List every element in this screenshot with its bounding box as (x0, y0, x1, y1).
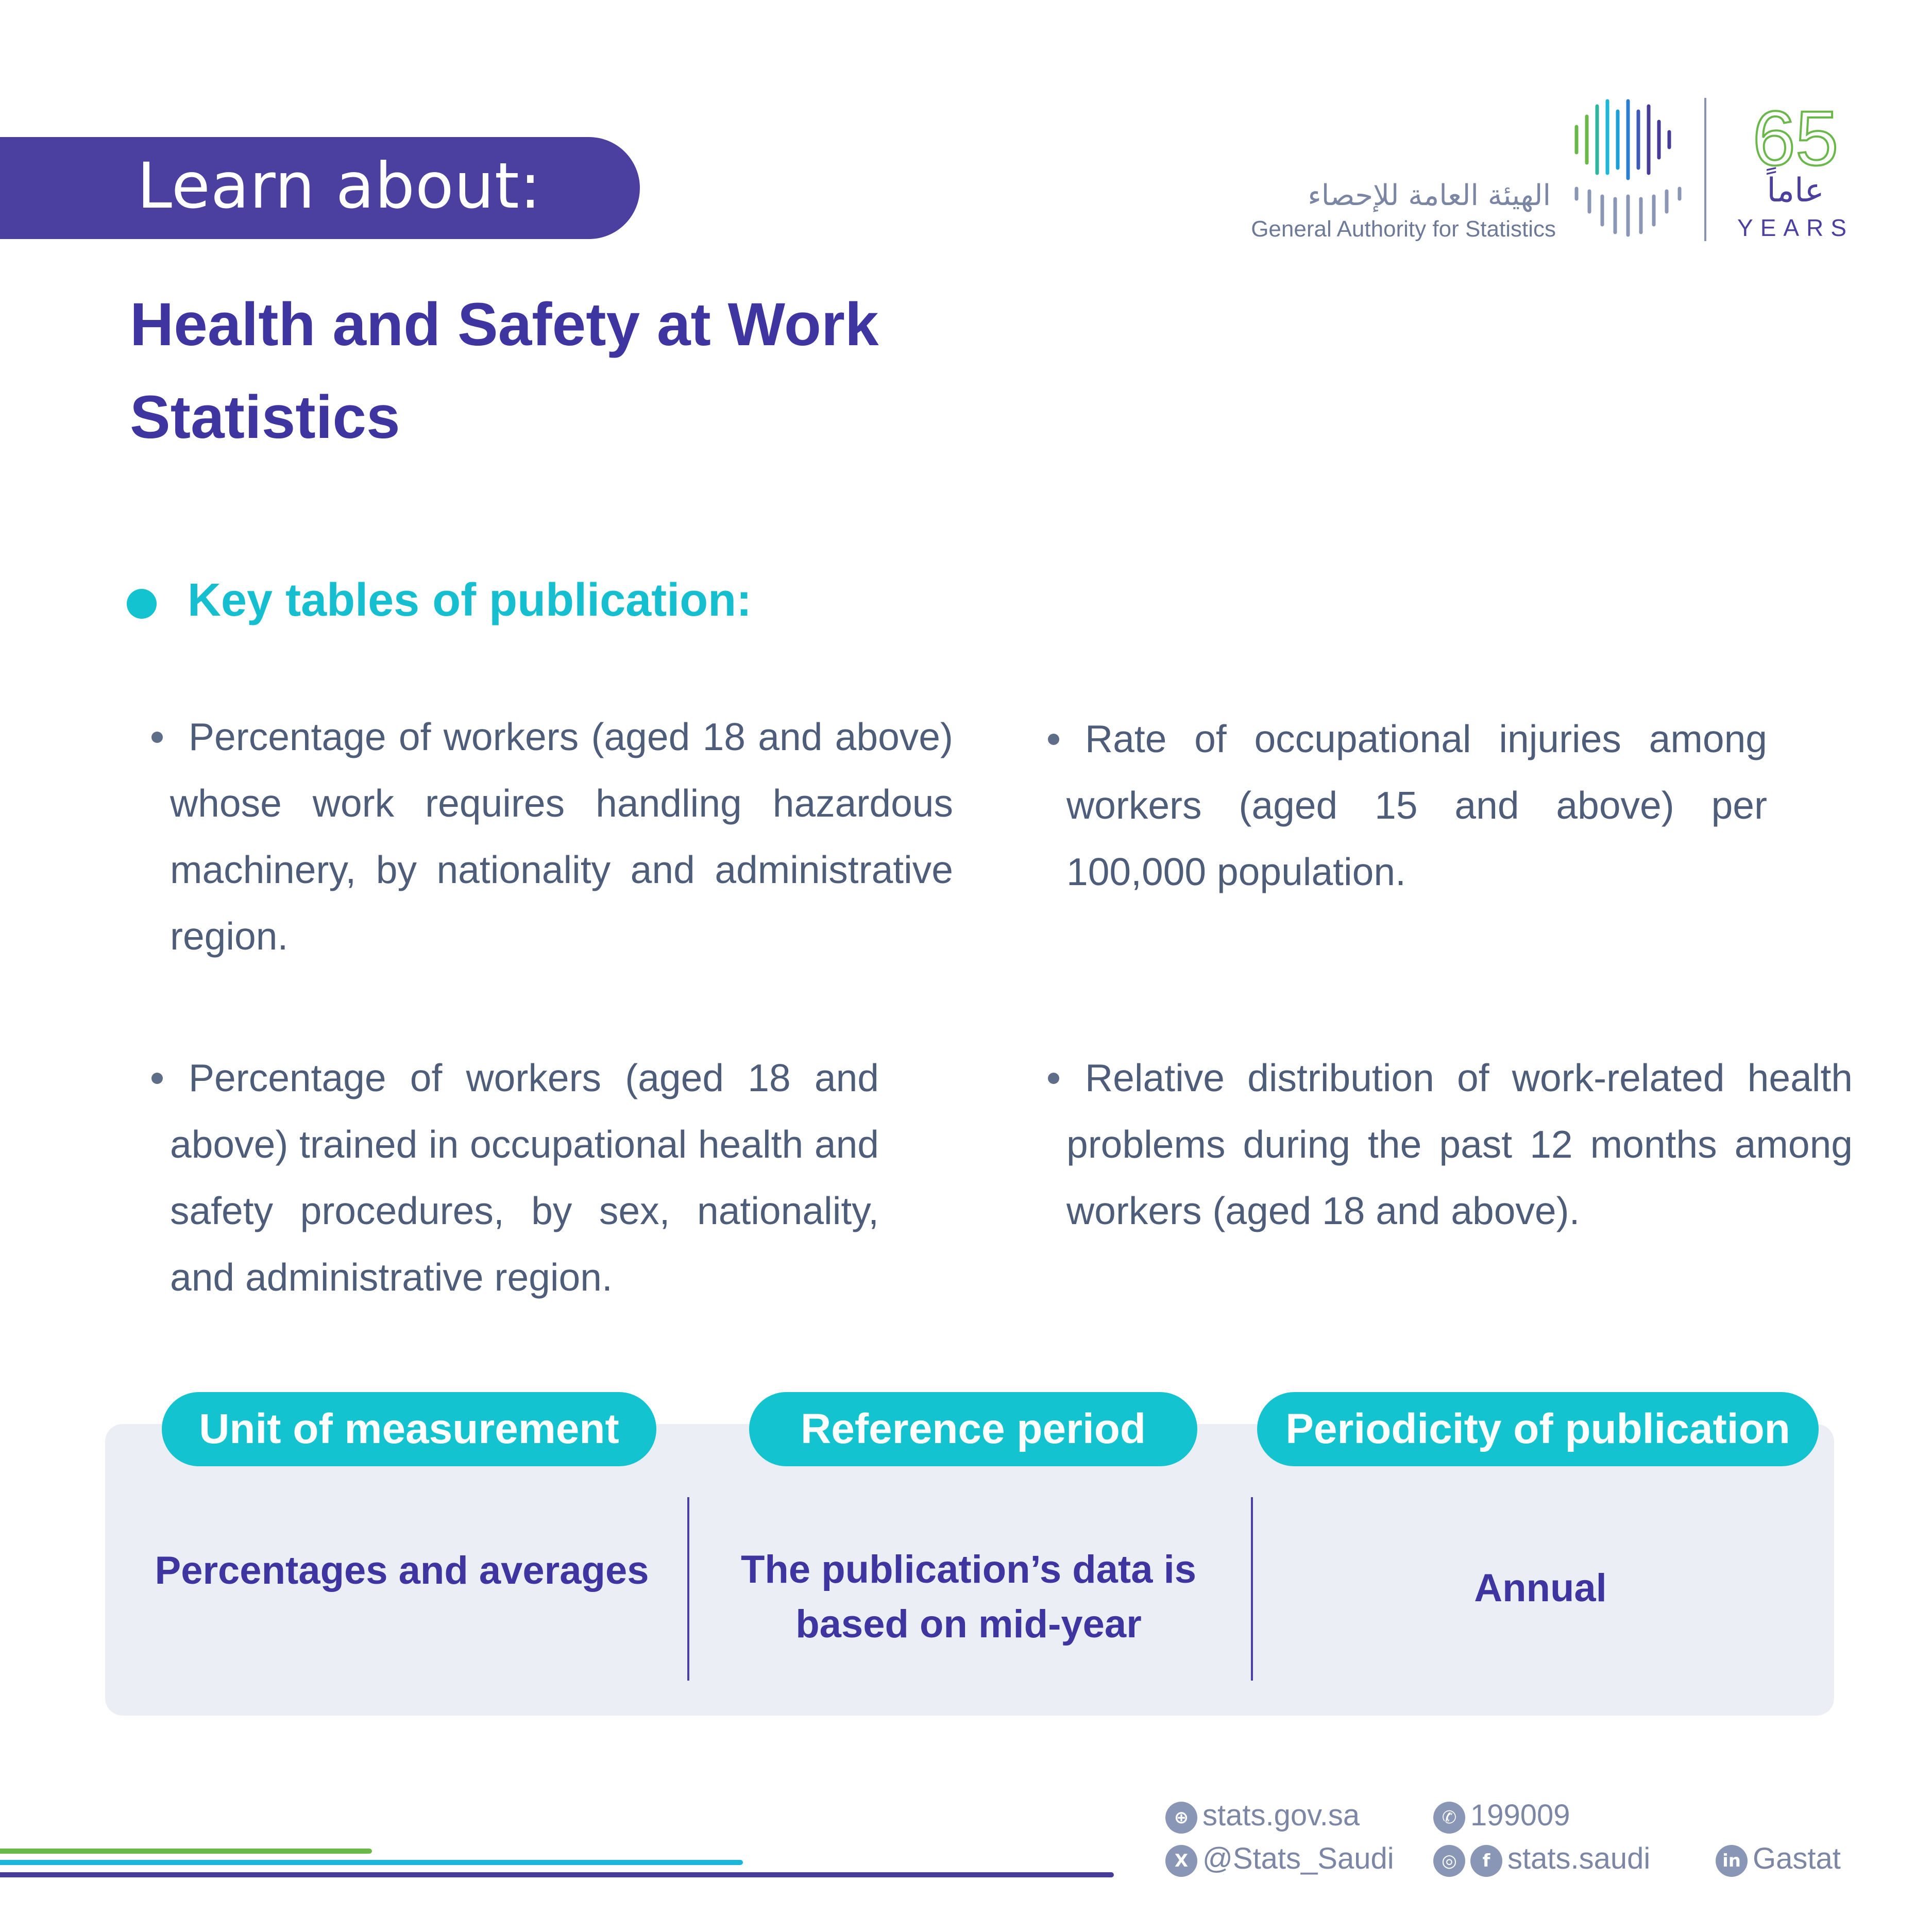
bullet-dot-icon (151, 732, 163, 743)
decor-line-green (0, 1849, 372, 1854)
page-title: Health and Safety at Work Statistics (130, 291, 879, 451)
years-number: 65 (1752, 98, 1839, 180)
decor-line-purple (0, 1872, 1114, 1877)
globe-icon: ⊕ (1165, 1802, 1197, 1834)
instagram-icon: ◎ (1433, 1845, 1465, 1877)
linkedin-link[interactable] (1716, 1838, 1841, 1879)
years-english: YEARS (1737, 214, 1854, 241)
key-table-item (1066, 1045, 1853, 1244)
key-table-text: Relative distribution of work-related health problems during the past 12 months among workers (aged 18 and above). (1066, 1056, 1853, 1232)
social-link[interactable] (1433, 1838, 1650, 1879)
x-link[interactable] (1165, 1838, 1394, 1879)
phone-icon: ✆ (1433, 1802, 1465, 1834)
gastat-logo-icon (1566, 96, 1690, 245)
linkedin-icon: in (1716, 1845, 1748, 1877)
reference-period-label: Reference period (749, 1392, 1197, 1466)
phone-text: 199009 (1470, 1799, 1570, 1832)
website-link[interactable] (1165, 1795, 1360, 1836)
learn-about-label: Learn about: (137, 149, 541, 223)
key-table-text: Percentage of workers (aged 18 and above) whose work requires handling hazardous machinery, by nationality and administrative region. (170, 715, 953, 958)
key-table-item (1066, 706, 1767, 905)
reference-period-value: The publication’s data is based on mid-year (741, 1548, 1196, 1646)
phone-link[interactable] (1433, 1795, 1570, 1836)
logo-english-name: General Authority for Statistics (1251, 216, 1556, 242)
decor-line-cyan (0, 1860, 743, 1865)
column-divider (687, 1497, 689, 1681)
periodicity-label: Periodicity of publication (1257, 1392, 1819, 1466)
bullet-dot-icon (1048, 1073, 1059, 1084)
x-icon: X (1165, 1845, 1197, 1877)
anniversary-65-icon (1736, 98, 1855, 180)
unit-of-measurement-label: Unit of measurement (162, 1392, 656, 1466)
bullet-dot-icon (1048, 734, 1059, 745)
section-bullet-icon (127, 589, 157, 619)
unit-of-measurement-value: Percentages and averages (155, 1549, 649, 1592)
bullet-dot-icon (151, 1073, 163, 1084)
x-handle-text: @Stats_Saudi (1202, 1842, 1394, 1875)
social-handle-text: stats.saudi (1507, 1842, 1651, 1875)
logo-divider (1704, 98, 1706, 241)
facebook-icon: f (1470, 1845, 1502, 1877)
key-table-text: Percentage of workers (aged 18 and above) trained in occupational health and safety procedures, by sex, nationality, and administrative region. (170, 1056, 879, 1299)
logo-arabic-name: الهيئة العامة للإحصاء (1308, 179, 1551, 212)
key-tables-heading: Key tables of publication: (188, 574, 752, 626)
key-table-item (170, 1045, 879, 1311)
periodicity-value: Annual (1474, 1566, 1607, 1610)
key-table-text: Rate of occupational injuries among workers (aged 15 and above) per 100,000 population. (1066, 717, 1767, 893)
linkedin-text: Gastat (1753, 1842, 1841, 1875)
years-arabic: عاماً (1767, 172, 1824, 210)
key-table-item (170, 704, 953, 970)
website-text: stats.gov.sa (1202, 1799, 1360, 1832)
column-divider (1251, 1497, 1253, 1681)
